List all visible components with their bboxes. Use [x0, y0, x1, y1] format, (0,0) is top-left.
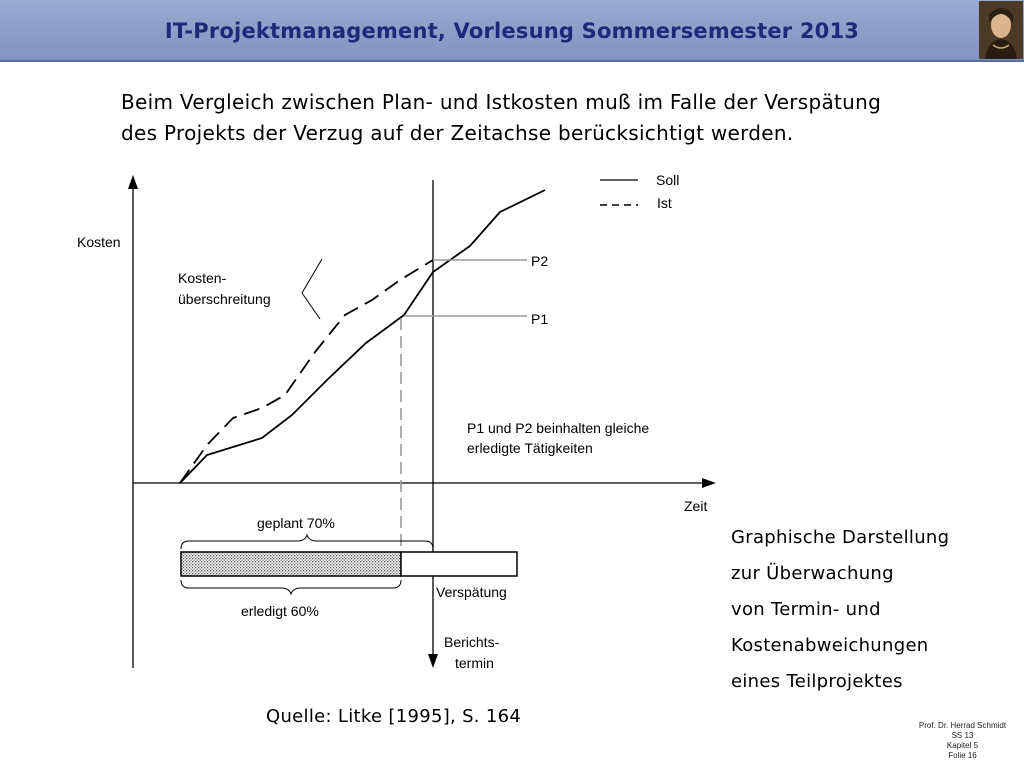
done-label: erledigt 60% [241, 603, 319, 619]
footer-author: Prof. Dr. Herrad Schmidt [918, 721, 1007, 730]
slide-title: IT-Projektmanagement, Vorlesung Sommersemester 2013 [164, 19, 860, 43]
legend-ist-label: Ist [657, 195, 672, 211]
slide-footer [905, 721, 1020, 761]
p1-label: P1 [531, 311, 549, 327]
intro-line-1: Beim Vergleich zwischen Plan- und Istkosten muß im Falle der Verspätung [121, 90, 882, 114]
caption-line-3: von Termin- und [731, 599, 881, 620]
intro-line-2: des Projekts der Verzug auf der Zeitachse berücksichtigt werden. [121, 121, 794, 145]
planned-brace [181, 535, 433, 549]
caption-line-4: Kostenabweichungen [731, 635, 929, 656]
footer-semester: SS 13 [951, 731, 974, 740]
report-date-label-2: termin [455, 655, 494, 671]
caption-line-2: zur Überwachung [731, 563, 894, 584]
p2-label: P2 [531, 253, 549, 269]
source-citation: Quelle: Litke [1995], S. 164 [266, 706, 522, 727]
legend-soll-label: Soll [656, 172, 680, 188]
y-axis [128, 175, 138, 668]
planned-label: geplant 70% [257, 515, 335, 531]
note-line-1: P1 und P2 beinhalten gleiche [467, 420, 650, 436]
footer-slide-number: Folie 16 [948, 751, 977, 760]
delay-label: Verspätung [436, 584, 507, 600]
overrun-label-1: Kosten- [178, 270, 227, 286]
done-brace [181, 580, 401, 594]
x-axis-label: Zeit [684, 498, 708, 514]
x-axis [133, 478, 716, 488]
progress-bar-remaining [401, 552, 517, 576]
y-axis-label: Kosten [77, 234, 121, 250]
overrun-bracket [302, 259, 322, 319]
footer-chapter: Kapitel 5 [946, 741, 979, 750]
note-line-2: erledigte Tätigkeiten [467, 440, 593, 456]
diagram-caption [731, 520, 949, 700]
overrun-label-2: überschreitung [178, 291, 271, 307]
caption-line-1: Graphische Darstellung [731, 527, 950, 548]
report-date-label-1: Berichts- [444, 634, 500, 650]
caption-line-5: eines Teilprojektes [731, 671, 903, 692]
progress-bar-done [181, 552, 401, 576]
